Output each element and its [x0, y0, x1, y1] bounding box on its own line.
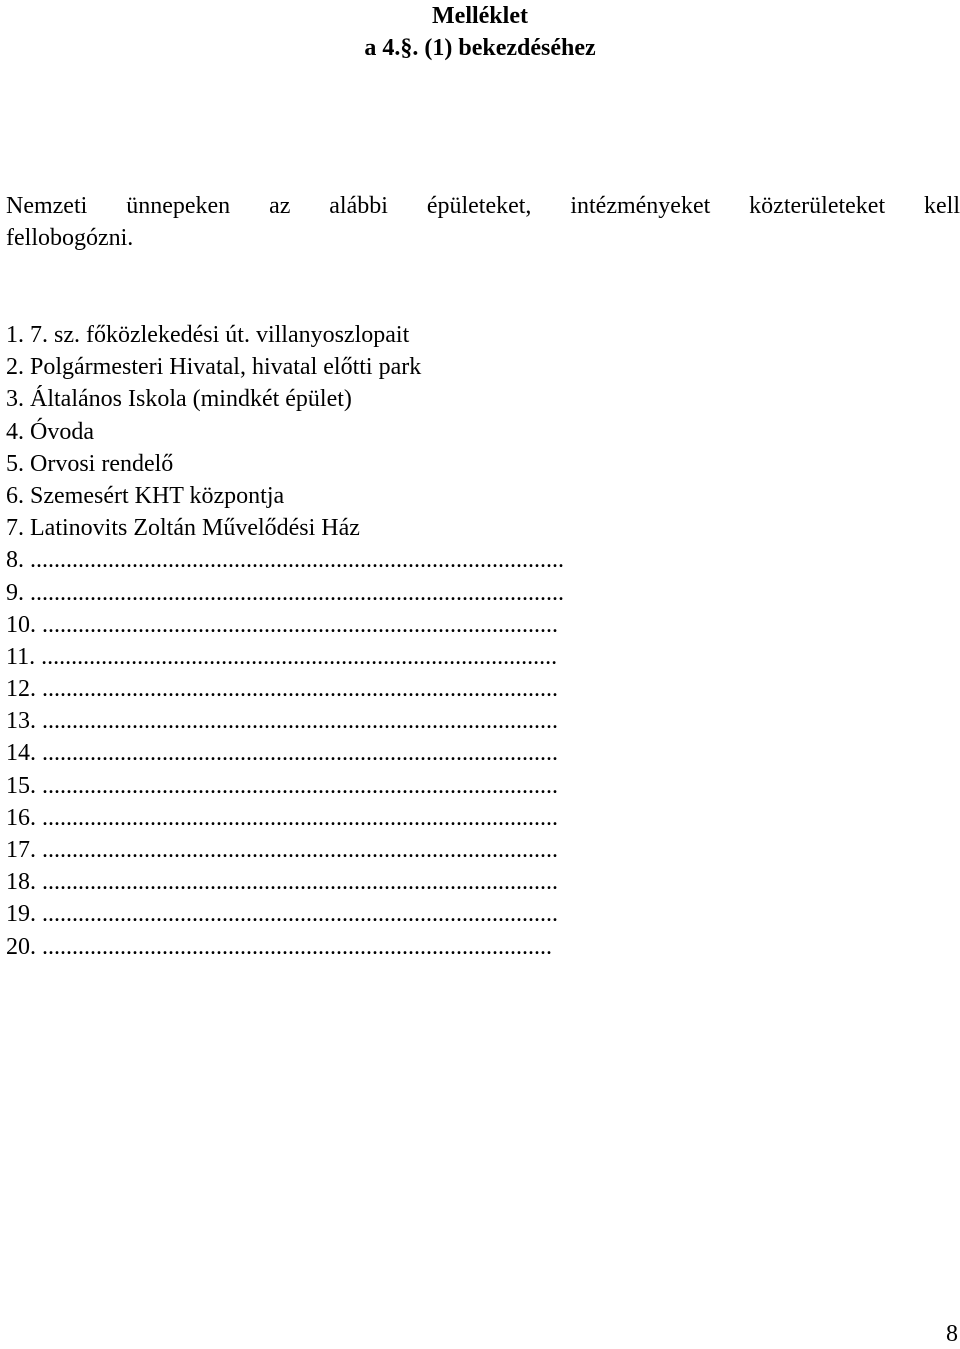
list-item: 15. ......................................................................................: [6, 772, 558, 799]
list-item: 18. ......................................................................................: [6, 869, 558, 896]
list-item: 11. ......................................................................................: [6, 643, 558, 670]
list-item: 4. Óvoda: [6, 418, 94, 445]
list-item: 17. ......................................................................................: [6, 837, 558, 863]
page-title: Melléklet: [432, 3, 528, 29]
list-item: 6. Szemesért KHT központja: [6, 482, 285, 509]
intro-paragraph: [6, 190, 960, 254]
list-item: 16. ......................................................................................: [6, 804, 558, 831]
list-item: 8. .........................................................................................: [6, 547, 564, 574]
list-item: 7. Latinovits Zoltán Művelődési Ház: [6, 515, 360, 542]
list-item: 5. Orvosi rendelő: [6, 450, 174, 477]
list-item: 9. .........................................................................................: [6, 579, 564, 606]
list-item: 3. Általános Iskola (mindkét épület): [6, 386, 352, 413]
list-item: 10. ......................................................................................: [6, 611, 558, 638]
list-item: 13. ......................................................................................: [6, 708, 558, 735]
list-item: 2. Polgármesteri Hivatal, hivatal előtti park: [6, 354, 422, 381]
building-list: [6, 319, 886, 963]
page-subtitle: a 4.§. (1) bekezdéséhez: [364, 35, 596, 61]
intro-line-1: Nemzeti ünnepeken az alábbi épületeket, intézményeket közterületeket kell: [6, 193, 960, 219]
intro-line-2: fellobogózni.: [6, 225, 134, 251]
list-item: 14. ......................................................................................: [6, 740, 558, 767]
list-item: 20. .....................................................................................: [6, 933, 552, 960]
list-item: 12. ......................................................................................: [6, 676, 558, 703]
page-number: 8: [946, 1321, 958, 1347]
list-item: 19. ......................................................................................: [6, 901, 558, 928]
list-item: 1. 7. sz. főközlekedési út. villanyoszlopait: [6, 322, 410, 348]
page-heading: [0, 0, 960, 64]
